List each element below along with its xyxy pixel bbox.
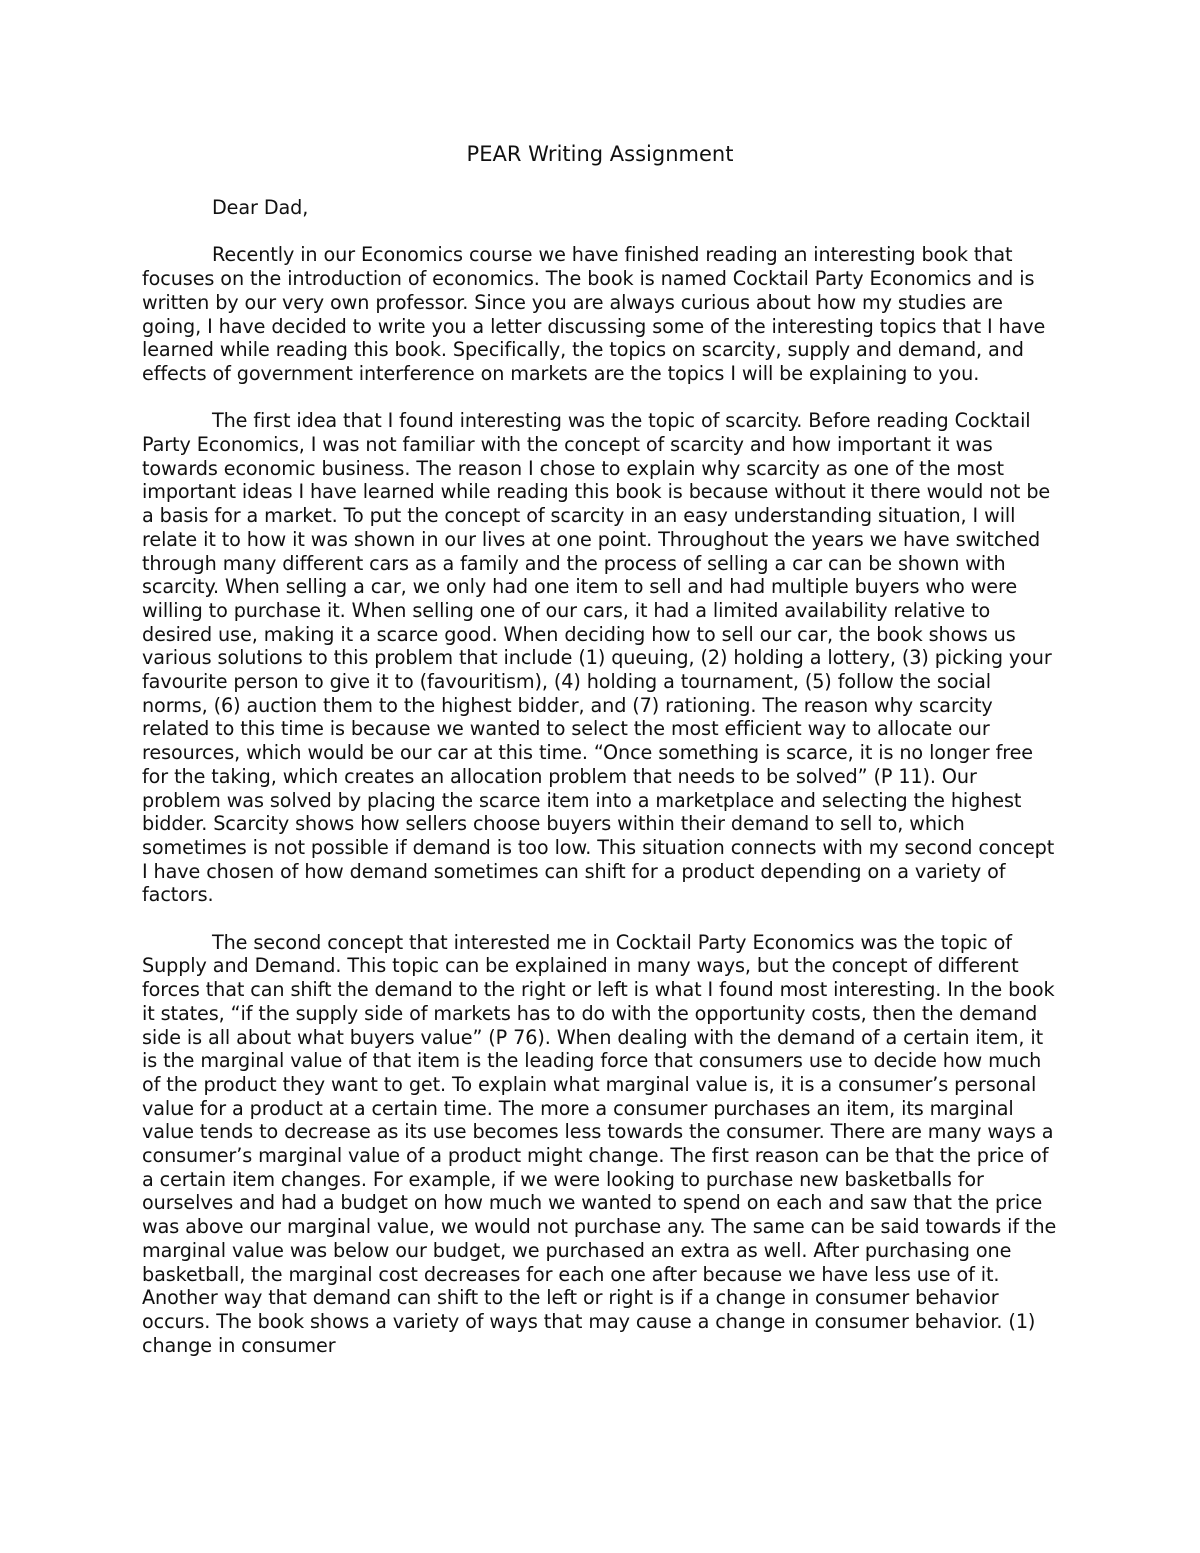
letter-salutation: Dear Dad, xyxy=(212,196,309,219)
paragraph-scarcity: The first idea that I found interesting was the topic of scarcity. Before reading Cocktail Party Economics, I was not familiar with the concept of scarcity and how important it was towards economic business. The reason I chose to explain why scarcity as one of the most important ideas I have learned while reading this book is because without it there would not be a basis for a market. To put the concept of scarcity in an easy understanding situation, I will relate it to how it was shown in our lives at one point. Throughout the years we have switched through many different cars as a family and the process of selling a car can be shown with scarcity. When selling a car, we only had one item to sell and had multiple buyers who were willing to purchase it. When selling one of our cars, it had a limited availability relative to desired use, making it a scarce good. When deciding how to sell our car, the book shows us various solutions to this problem that include (1) queuing, (2) holding a lottery, (3) picking your favourite person to give it to (favouritism), (4) holding a tournament, (5) follow the social norms, (6) auction them to the highest bidder, and (7) rationing. The reason why scarcity related to this time is because we wanted to select the most efficient way to allocate our resources, which would be our car at this time. “Once something is scarce, it is no longer free for the taking, which creates an allocation problem that needs to be solved” (P 11). Our problem was solved by placing the scarce item into a marketplace and selecting the highest bidder. Scarcity shows how sellers choose buyers within their demand to sell to, which sometimes is not possible if demand is too low. This situation connects with my second concept I have chosen of how demand sometimes can shift for a product depending on a variety of factors. xyxy=(142,409,1055,907)
paragraph-intro: Recently in our Economics course we have finished reading an interesting book that focuses on the introduction of economics. The book is named Cocktail Party Economics and is written by our very own professor. Since you are always curious about how my studies are going, I have decided to write you a letter discussing some of the interesting topics that I have learned while reading this book. Specifically, the topics on scarcity, supply and demand, and effects of government interference on markets are the topics I will be explaining to you. xyxy=(142,243,1046,385)
document-title: PEAR Writing Assignment xyxy=(466,142,734,166)
paragraph-supply-demand: The second concept that interested me in Cocktail Party Economics was the topic of Supply and Demand. This topic can be explained in many ways, but the concept of different forces that can shift the demand to the right or left is what I found most interesting. In the book it states, “if the supply side of markets has to do with the opportunity costs, then the demand side is all about what buyers value” (P 76). When dealing with the demand of a certain item, it is the marginal value of that item is the leading force that consumers use to decide how much of the product they want to get. To explain what marginal value is, it is a consumer’s personal value for a product at a certain time. The more a consumer purchases an item, its marginal value tends to decrease as its use becomes less towards the consumer. There are many ways a consumer’s marginal value of a product might change. The first reason can be that the price of a certain item changes. For example, if we were looking to purchase new basketballs for ourselves and had a budget on how much we wanted to spend on each and saw that the price was above our marginal value, we would not purchase any. The same can be said towards if the marginal value was below our budget, we purchased an extra as well. After purchasing one basketball, the marginal cost decreases for each one after because we have less use of it. Another way that demand can shift to the left or right is if a change in consumer behavior occurs. The book shows a variety of ways that may cause a change in consumer behavior. (1) change in consumer xyxy=(142,930,1057,1357)
letter-body xyxy=(142,196,1060,1357)
